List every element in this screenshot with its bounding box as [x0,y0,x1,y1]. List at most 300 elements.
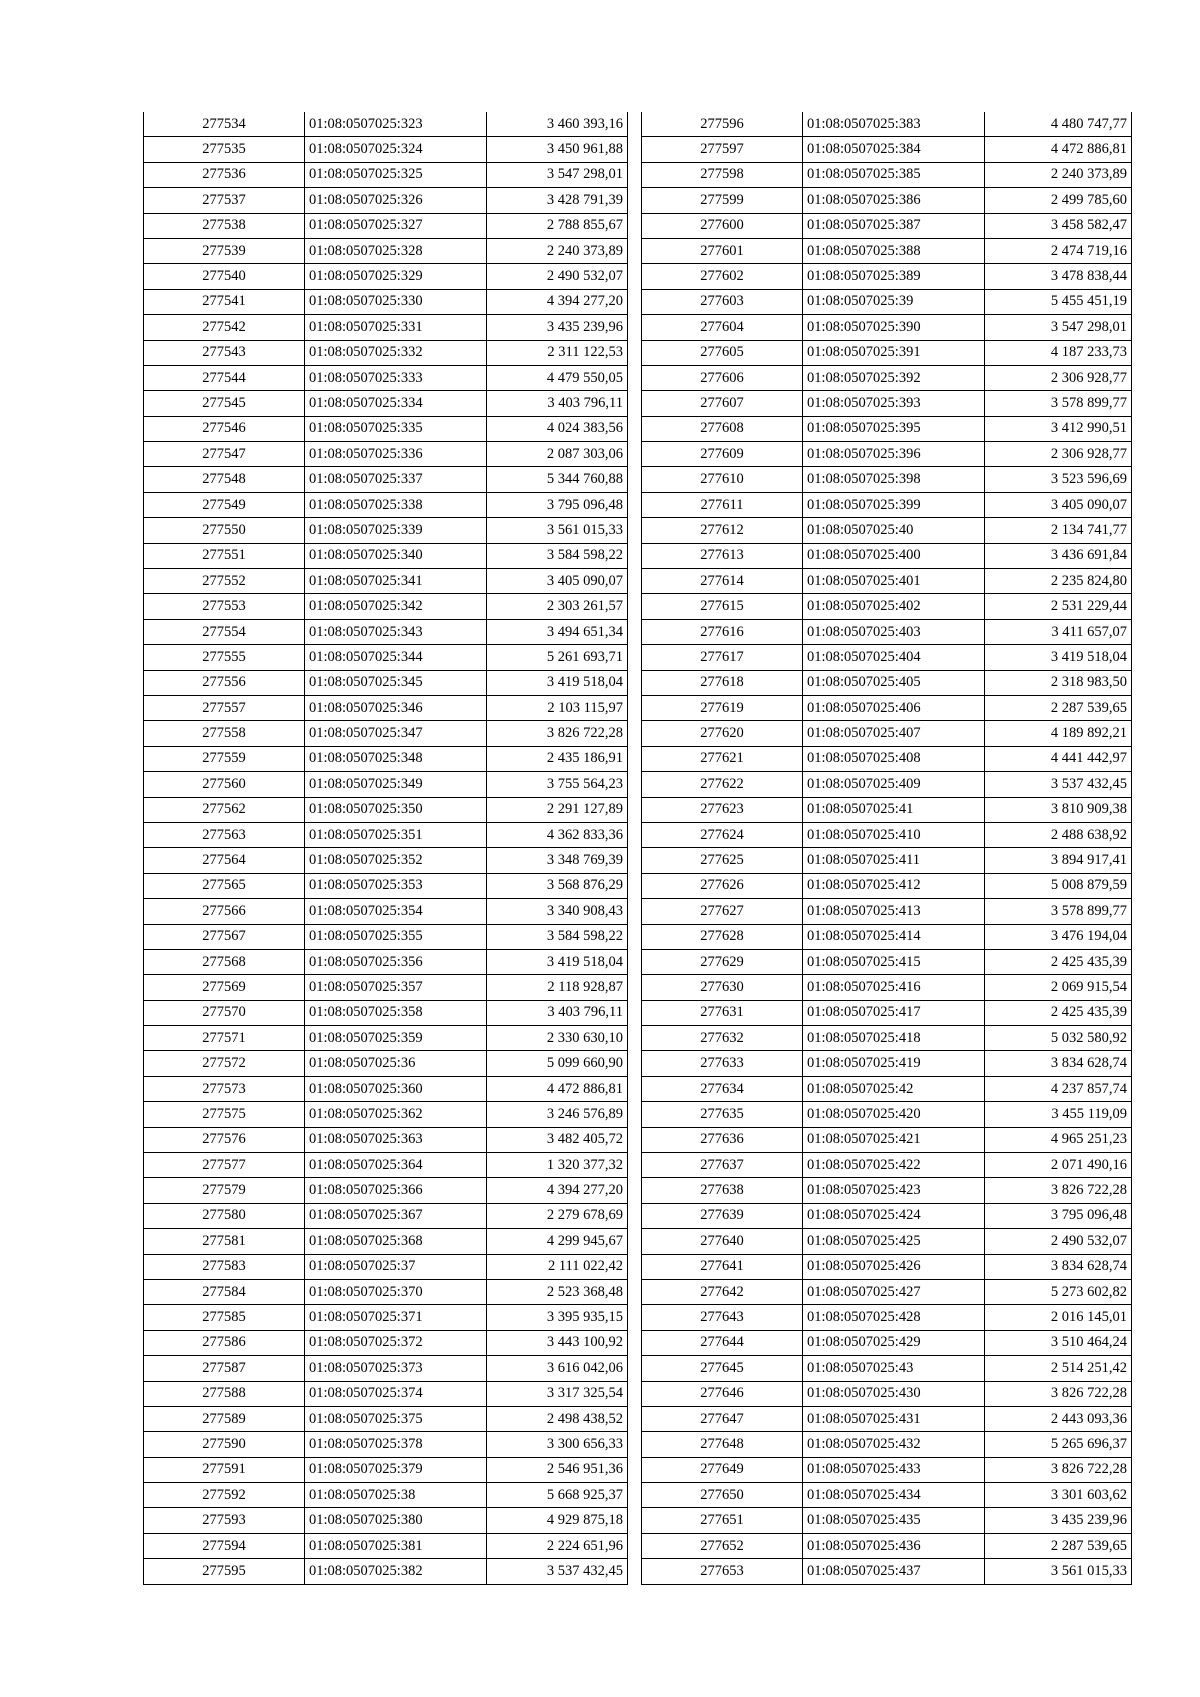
row-number: 277586 [144,1330,305,1355]
table-row [642,772,1132,797]
cadastral-value: 3 547 298,01 [487,162,628,187]
cadastral-value: 3 826 722,28 [487,721,628,746]
row-number: 277536 [144,162,305,187]
cadastral-value: 3 834 628,74 [985,1051,1132,1076]
table-row [144,137,628,162]
row-number: 277626 [642,873,803,898]
row-number: 277607 [642,391,803,416]
table-row [642,340,1132,365]
cadastral-number: 01:08:0507025:416 [803,975,985,1000]
row-number: 277620 [642,721,803,746]
cadastral-number: 01:08:0507025:342 [305,594,487,619]
cadastral-number: 01:08:0507025:351 [305,822,487,847]
cadastral-number: 01:08:0507025:393 [803,391,985,416]
row-number: 277627 [642,899,803,924]
cadastral-number: 01:08:0507025:341 [305,569,487,594]
row-number: 277635 [642,1102,803,1127]
cadastral-number: 01:08:0507025:373 [305,1356,487,1381]
table-row [144,1229,628,1254]
cadastral-number: 01:08:0507025:337 [305,467,487,492]
cadastral-number: 01:08:0507025:410 [803,822,985,847]
cadastral-number: 01:08:0507025:420 [803,1102,985,1127]
cadastral-number: 01:08:0507025:37 [305,1254,487,1279]
row-number: 277545 [144,391,305,416]
cadastral-value: 2 287 539,65 [985,695,1132,720]
cadastral-value: 3 547 298,01 [985,315,1132,340]
row-number: 277649 [642,1457,803,1482]
row-number: 277622 [642,772,803,797]
cadastral-number: 01:08:0507025:38 [305,1483,487,1508]
table-row [144,822,628,847]
cadastral-number: 01:08:0507025:370 [305,1279,487,1304]
cadastral-value: 3 436 691,84 [985,543,1132,568]
table-row [642,746,1132,771]
row-number: 277652 [642,1533,803,1558]
cadastral-value: 4 441 442,97 [985,746,1132,771]
cadastral-number: 01:08:0507025:41 [803,797,985,822]
row-number: 277593 [144,1508,305,1533]
table-row [144,569,628,594]
cadastral-number: 01:08:0507025:424 [803,1203,985,1228]
cadastral-number: 01:08:0507025:381 [305,1533,487,1558]
table-row [642,1026,1132,1051]
row-number: 277560 [144,772,305,797]
row-number: 277651 [642,1508,803,1533]
cadastral-value: 2 111 022,42 [487,1254,628,1279]
cadastral-number: 01:08:0507025:363 [305,1127,487,1152]
document-page [143,112,1131,1588]
cadastral-number: 01:08:0507025:328 [305,238,487,263]
row-number: 277634 [642,1076,803,1101]
cadastral-value: 5 261 693,71 [487,645,628,670]
cadastral-number: 01:08:0507025:399 [803,492,985,517]
table-row [642,924,1132,949]
table-row [144,492,628,517]
cadastral-value: 3 478 838,44 [985,264,1132,289]
row-number: 277601 [642,238,803,263]
cadastral-value: 2 546 951,36 [487,1457,628,1482]
cadastral-number: 01:08:0507025:396 [803,442,985,467]
table-row [144,1533,628,1558]
row-number: 277555 [144,645,305,670]
table-row [642,569,1132,594]
cadastral-number: 01:08:0507025:334 [305,391,487,416]
row-number: 277551 [144,543,305,568]
cadastral-number: 01:08:0507025:375 [305,1406,487,1431]
table-row [144,695,628,720]
row-number: 277621 [642,746,803,771]
table-row [642,822,1132,847]
row-number: 277630 [642,975,803,1000]
row-number: 277637 [642,1153,803,1178]
table-row [144,721,628,746]
row-number: 277584 [144,1279,305,1304]
table-row [144,899,628,924]
cadastral-number: 01:08:0507025:355 [305,924,487,949]
row-number: 277598 [642,162,803,187]
row-number: 277570 [144,1000,305,1025]
table-row [642,315,1132,340]
cadastral-value: 3 460 393,16 [487,112,628,137]
row-number: 277650 [642,1483,803,1508]
cadastral-value: 3 348 769,39 [487,848,628,873]
table-row [144,213,628,238]
cadastral-value: 3 826 722,28 [985,1457,1132,1482]
table-row [144,162,628,187]
cadastral-number: 01:08:0507025:340 [305,543,487,568]
table-row [144,543,628,568]
table-row [144,1457,628,1482]
row-number: 277579 [144,1178,305,1203]
table-row [642,162,1132,187]
table-row [642,695,1132,720]
table-row [144,1076,628,1101]
row-number: 277546 [144,416,305,441]
row-number: 277640 [642,1229,803,1254]
row-number: 277587 [144,1356,305,1381]
cadastral-number: 01:08:0507025:380 [305,1508,487,1533]
cadastral-value: 3 455 119,09 [985,1102,1132,1127]
cadastral-value: 2 306 928,77 [985,442,1132,467]
cadastral-value: 4 472 886,81 [985,137,1132,162]
cadastral-number: 01:08:0507025:433 [803,1457,985,1482]
cadastral-value: 4 189 892,21 [985,721,1132,746]
row-number: 277564 [144,848,305,873]
row-number: 277594 [144,1533,305,1558]
cadastral-number: 01:08:0507025:423 [803,1178,985,1203]
row-number: 277539 [144,238,305,263]
row-number: 277603 [642,289,803,314]
cadastral-value: 5 455 451,19 [985,289,1132,314]
table-row [642,112,1132,137]
row-number: 277643 [642,1305,803,1330]
cadastral-number: 01:08:0507025:413 [803,899,985,924]
row-number: 277562 [144,797,305,822]
row-number: 277585 [144,1305,305,1330]
cadastral-value: 4 299 945,67 [487,1229,628,1254]
row-number: 277572 [144,1051,305,1076]
cadastral-value: 2 498 438,52 [487,1406,628,1431]
cadastral-value: 2 531 229,44 [985,594,1132,619]
table-row [642,670,1132,695]
cadastral-number: 01:08:0507025:323 [305,112,487,137]
cadastral-value: 3 340 908,43 [487,899,628,924]
row-number: 277554 [144,619,305,644]
table-row [642,1127,1132,1152]
cadastral-value: 2 425 435,39 [985,949,1132,974]
cadastral-value: 4 965 251,23 [985,1127,1132,1152]
cadastral-number: 01:08:0507025:382 [305,1559,487,1584]
cadastral-number: 01:08:0507025:338 [305,492,487,517]
row-number: 277557 [144,695,305,720]
table-row [144,594,628,619]
cadastral-number: 01:08:0507025:347 [305,721,487,746]
table-row [144,238,628,263]
cadastral-value: 5 265 696,37 [985,1432,1132,1457]
row-number: 277612 [642,518,803,543]
table-row [642,1051,1132,1076]
row-number: 277534 [144,112,305,137]
row-number: 277642 [642,1279,803,1304]
left-table-body [144,112,628,1584]
cadastral-number: 01:08:0507025:388 [803,238,985,263]
cadastral-value: 2 087 303,06 [487,442,628,467]
cadastral-number: 01:08:0507025:42 [803,1076,985,1101]
row-number: 277641 [642,1254,803,1279]
row-number: 277604 [642,315,803,340]
table-row [144,315,628,340]
row-number: 277653 [642,1559,803,1584]
cadastral-value: 3 403 796,11 [487,1000,628,1025]
cadastral-value: 2 291 127,89 [487,797,628,822]
cadastral-value: 3 419 518,04 [487,949,628,974]
cadastral-number: 01:08:0507025:411 [803,848,985,873]
cadastral-value: 3 561 015,33 [487,518,628,543]
table-row [642,1178,1132,1203]
cadastral-number: 01:08:0507025:367 [305,1203,487,1228]
table-row [144,1203,628,1228]
cadastral-number: 01:08:0507025:349 [305,772,487,797]
table-row [144,340,628,365]
table-row [144,1178,628,1203]
table-row [144,264,628,289]
row-number: 277580 [144,1203,305,1228]
cadastral-number: 01:08:0507025:383 [803,112,985,137]
row-number: 277542 [144,315,305,340]
cadastral-number: 01:08:0507025:414 [803,924,985,949]
table-row [144,1483,628,1508]
cadastral-value: 5 032 580,92 [985,1026,1132,1051]
cadastral-value: 2 435 186,91 [487,746,628,771]
row-number: 277549 [144,492,305,517]
table-row [642,1076,1132,1101]
cadastral-value: 3 523 596,69 [985,467,1132,492]
row-number: 277595 [144,1559,305,1584]
table-row [144,772,628,797]
cadastral-value: 1 320 377,32 [487,1153,628,1178]
cadastral-number: 01:08:0507025:409 [803,772,985,797]
table-row [642,1229,1132,1254]
table-row [642,264,1132,289]
row-number: 277619 [642,695,803,720]
cadastral-value: 3 246 576,89 [487,1102,628,1127]
table-row [144,1381,628,1406]
table-row [144,1356,628,1381]
cadastral-value: 3 301 603,62 [985,1483,1132,1508]
table-row [144,1153,628,1178]
row-number: 277629 [642,949,803,974]
cadastral-number: 01:08:0507025:425 [803,1229,985,1254]
table-row [642,645,1132,670]
row-number: 277575 [144,1102,305,1127]
cadastral-number: 01:08:0507025:434 [803,1483,985,1508]
cadastral-value: 2 474 719,16 [985,238,1132,263]
row-number: 277569 [144,975,305,1000]
row-number: 277625 [642,848,803,873]
cadastral-number: 01:08:0507025:374 [305,1381,487,1406]
cadastral-value: 2 330 630,10 [487,1026,628,1051]
cadastral-number: 01:08:0507025:357 [305,975,487,1000]
table-row [144,188,628,213]
table-row [642,899,1132,924]
row-number: 277613 [642,543,803,568]
row-number: 277639 [642,1203,803,1228]
cadastral-number: 01:08:0507025:392 [803,365,985,390]
cadastral-number: 01:08:0507025:428 [803,1305,985,1330]
cadastral-value: 4 024 383,56 [487,416,628,441]
table-row [642,1203,1132,1228]
table-row [642,975,1132,1000]
cadastral-value: 3 428 791,39 [487,188,628,213]
table-row [642,1153,1132,1178]
cadastral-number: 01:08:0507025:387 [803,213,985,238]
row-number: 277599 [642,188,803,213]
cadastral-value: 3 795 096,48 [487,492,628,517]
cadastral-number: 01:08:0507025:326 [305,188,487,213]
cadastral-number: 01:08:0507025:378 [305,1432,487,1457]
table-row [642,1102,1132,1127]
cadastral-value: 2 134 741,77 [985,518,1132,543]
cadastral-number: 01:08:0507025:350 [305,797,487,822]
cadastral-value: 2 235 824,80 [985,569,1132,594]
cadastral-value: 2 425 435,39 [985,1000,1132,1025]
table-row [642,1406,1132,1431]
row-number: 277589 [144,1406,305,1431]
cadastral-number: 01:08:0507025:406 [803,695,985,720]
cadastral-value: 2 490 532,07 [487,264,628,289]
cadastral-number: 01:08:0507025:353 [305,873,487,898]
cadastral-value: 3 443 100,92 [487,1330,628,1355]
cadastral-value: 3 834 628,74 [985,1254,1132,1279]
cadastral-number: 01:08:0507025:432 [803,1432,985,1457]
cadastral-value: 3 405 090,07 [985,492,1132,517]
row-number: 277636 [642,1127,803,1152]
cadastral-number: 01:08:0507025:339 [305,518,487,543]
cadastral-number: 01:08:0507025:384 [803,137,985,162]
table-row [144,848,628,873]
table-row [642,416,1132,441]
cadastral-number: 01:08:0507025:345 [305,670,487,695]
cadastral-value: 3 578 899,77 [985,899,1132,924]
cadastral-value: 4 187 233,73 [985,340,1132,365]
cadastral-value: 2 224 651,96 [487,1533,628,1558]
table-row [144,1330,628,1355]
cadastral-value: 2 240 373,89 [487,238,628,263]
row-number: 277544 [144,365,305,390]
row-number: 277631 [642,1000,803,1025]
table-row [144,797,628,822]
cadastral-value: 4 237 857,74 [985,1076,1132,1101]
cadastral-number: 01:08:0507025:324 [305,137,487,162]
table-row [642,1305,1132,1330]
cadastral-value: 2 303 261,57 [487,594,628,619]
table-row [642,619,1132,644]
row-number: 277552 [144,569,305,594]
cadastral-number: 01:08:0507025:368 [305,1229,487,1254]
row-number: 277576 [144,1127,305,1152]
row-number: 277581 [144,1229,305,1254]
row-number: 277628 [642,924,803,949]
cadastral-number: 01:08:0507025:359 [305,1026,487,1051]
row-number: 277583 [144,1254,305,1279]
row-number: 277596 [642,112,803,137]
cadastral-number: 01:08:0507025:403 [803,619,985,644]
row-number: 277535 [144,137,305,162]
table-row [642,848,1132,873]
table-row [642,721,1132,746]
cadastral-number: 01:08:0507025:356 [305,949,487,974]
cadastral-value: 3 300 656,33 [487,1432,628,1457]
row-number: 277543 [144,340,305,365]
table-row [144,1508,628,1533]
table-row [642,365,1132,390]
cadastral-number: 01:08:0507025:400 [803,543,985,568]
row-number: 277632 [642,1026,803,1051]
cadastral-number: 01:08:0507025:348 [305,746,487,771]
row-number: 277559 [144,746,305,771]
table-row [144,1026,628,1051]
cadastral-value: 2 443 093,36 [985,1406,1132,1431]
cadastral-value: 2 788 855,67 [487,213,628,238]
cadastral-number: 01:08:0507025:389 [803,264,985,289]
cadastral-number: 01:08:0507025:372 [305,1330,487,1355]
table-row [144,975,628,1000]
table-row [642,1381,1132,1406]
cadastral-value: 2 069 915,54 [985,975,1132,1000]
cadastral-value: 2 490 532,07 [985,1229,1132,1254]
row-number: 277563 [144,822,305,847]
row-number: 277547 [144,442,305,467]
table-row [144,619,628,644]
table-row [642,1356,1132,1381]
right-table-body [642,112,1132,1584]
cadastral-value: 3 755 564,23 [487,772,628,797]
cadastral-number: 01:08:0507025:36 [305,1051,487,1076]
row-number: 277615 [642,594,803,619]
cadastral-value: 2 071 490,16 [985,1153,1132,1178]
row-number: 277602 [642,264,803,289]
table-row [144,1559,628,1584]
cadastral-number: 01:08:0507025:333 [305,365,487,390]
row-number: 277614 [642,569,803,594]
cadastral-number: 01:08:0507025:371 [305,1305,487,1330]
table-row [144,1102,628,1127]
table-row [144,1432,628,1457]
row-number: 277646 [642,1381,803,1406]
cadastral-value: 2 488 638,92 [985,822,1132,847]
row-number: 277645 [642,1356,803,1381]
row-number: 277566 [144,899,305,924]
cadastral-value: 3 568 876,29 [487,873,628,898]
cadastral-number: 01:08:0507025:437 [803,1559,985,1584]
table-row [144,289,628,314]
table-row [144,442,628,467]
cadastral-value: 2 103 115,97 [487,695,628,720]
row-number: 277606 [642,365,803,390]
cadastral-value: 5 273 602,82 [985,1279,1132,1304]
cadastral-value: 3 405 090,07 [487,569,628,594]
cadastral-number: 01:08:0507025:415 [803,949,985,974]
cadastral-value: 5 008 879,59 [985,873,1132,898]
cadastral-number: 01:08:0507025:325 [305,162,487,187]
cadastral-number: 01:08:0507025:430 [803,1381,985,1406]
row-number: 277573 [144,1076,305,1101]
table-row [144,1127,628,1152]
right-table [641,112,1132,1585]
cadastral-value: 3 494 651,34 [487,619,628,644]
row-number: 277565 [144,873,305,898]
table-row [144,670,628,695]
